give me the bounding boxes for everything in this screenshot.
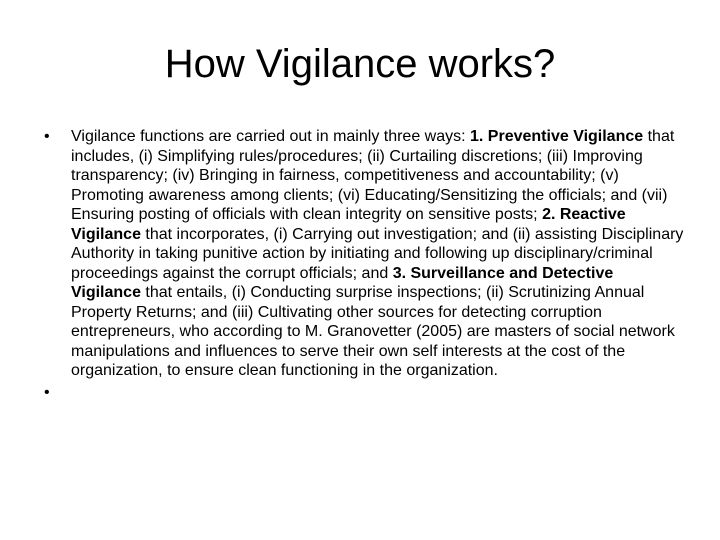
bullet-item [44, 127, 684, 381]
bullet-item-empty [44, 383, 684, 403]
intro-text: Vigilance functions are carried out in mainly three ways: [71, 128, 471, 145]
slide-title: How Vigilance works? [164, 42, 556, 86]
preventive-vigilance-text: that includes, (i) Simplifying rules/procedures; (ii) Curtailing discretions; (iii) Improving transparency; (iv) Bringing in fairness, competitiveness and accountability; (v) Promoting awareness among clients; (vi) Educating/Sensitizing the officials; and (vii) Ensuring posting of officials with clean integrity on sensitive posts; [71, 128, 675, 223]
heading-surveillance-vigilance: 3. Surveillance and Detective Vigilance [71, 264, 614, 301]
reactive-vigilance-text: that incorporates, (i) Carrying out investigation; and (ii) assisting Disciplinary Authority in taking punitive action by initiating and following up disciplinary/criminal proceedings against the corrupt officials; and [71, 225, 684, 282]
heading-reactive-vigilance: 2. Reactive Vigilance [71, 206, 626, 243]
heading-preventive-vigilance: 1. Preventive Vigilance [470, 128, 644, 145]
bullet-dot: • [44, 383, 50, 401]
bullet-text [71, 128, 683, 379]
bullet-list [44, 127, 684, 405]
bullet-dot: • [44, 128, 50, 145]
surveillance-vigilance-text: that entails, (i) Conducting surprise inspections; (ii) Scrutinizing Annual Property Returns; and (iii) Cultivating other sources for detecting corruption entrepreneurs, who according to M. Granovetter (2005) are masters of social network manipulations and influences to serve their own self interests at the cost of the organization, to ensure clean functioning in the organization. [71, 284, 675, 379]
